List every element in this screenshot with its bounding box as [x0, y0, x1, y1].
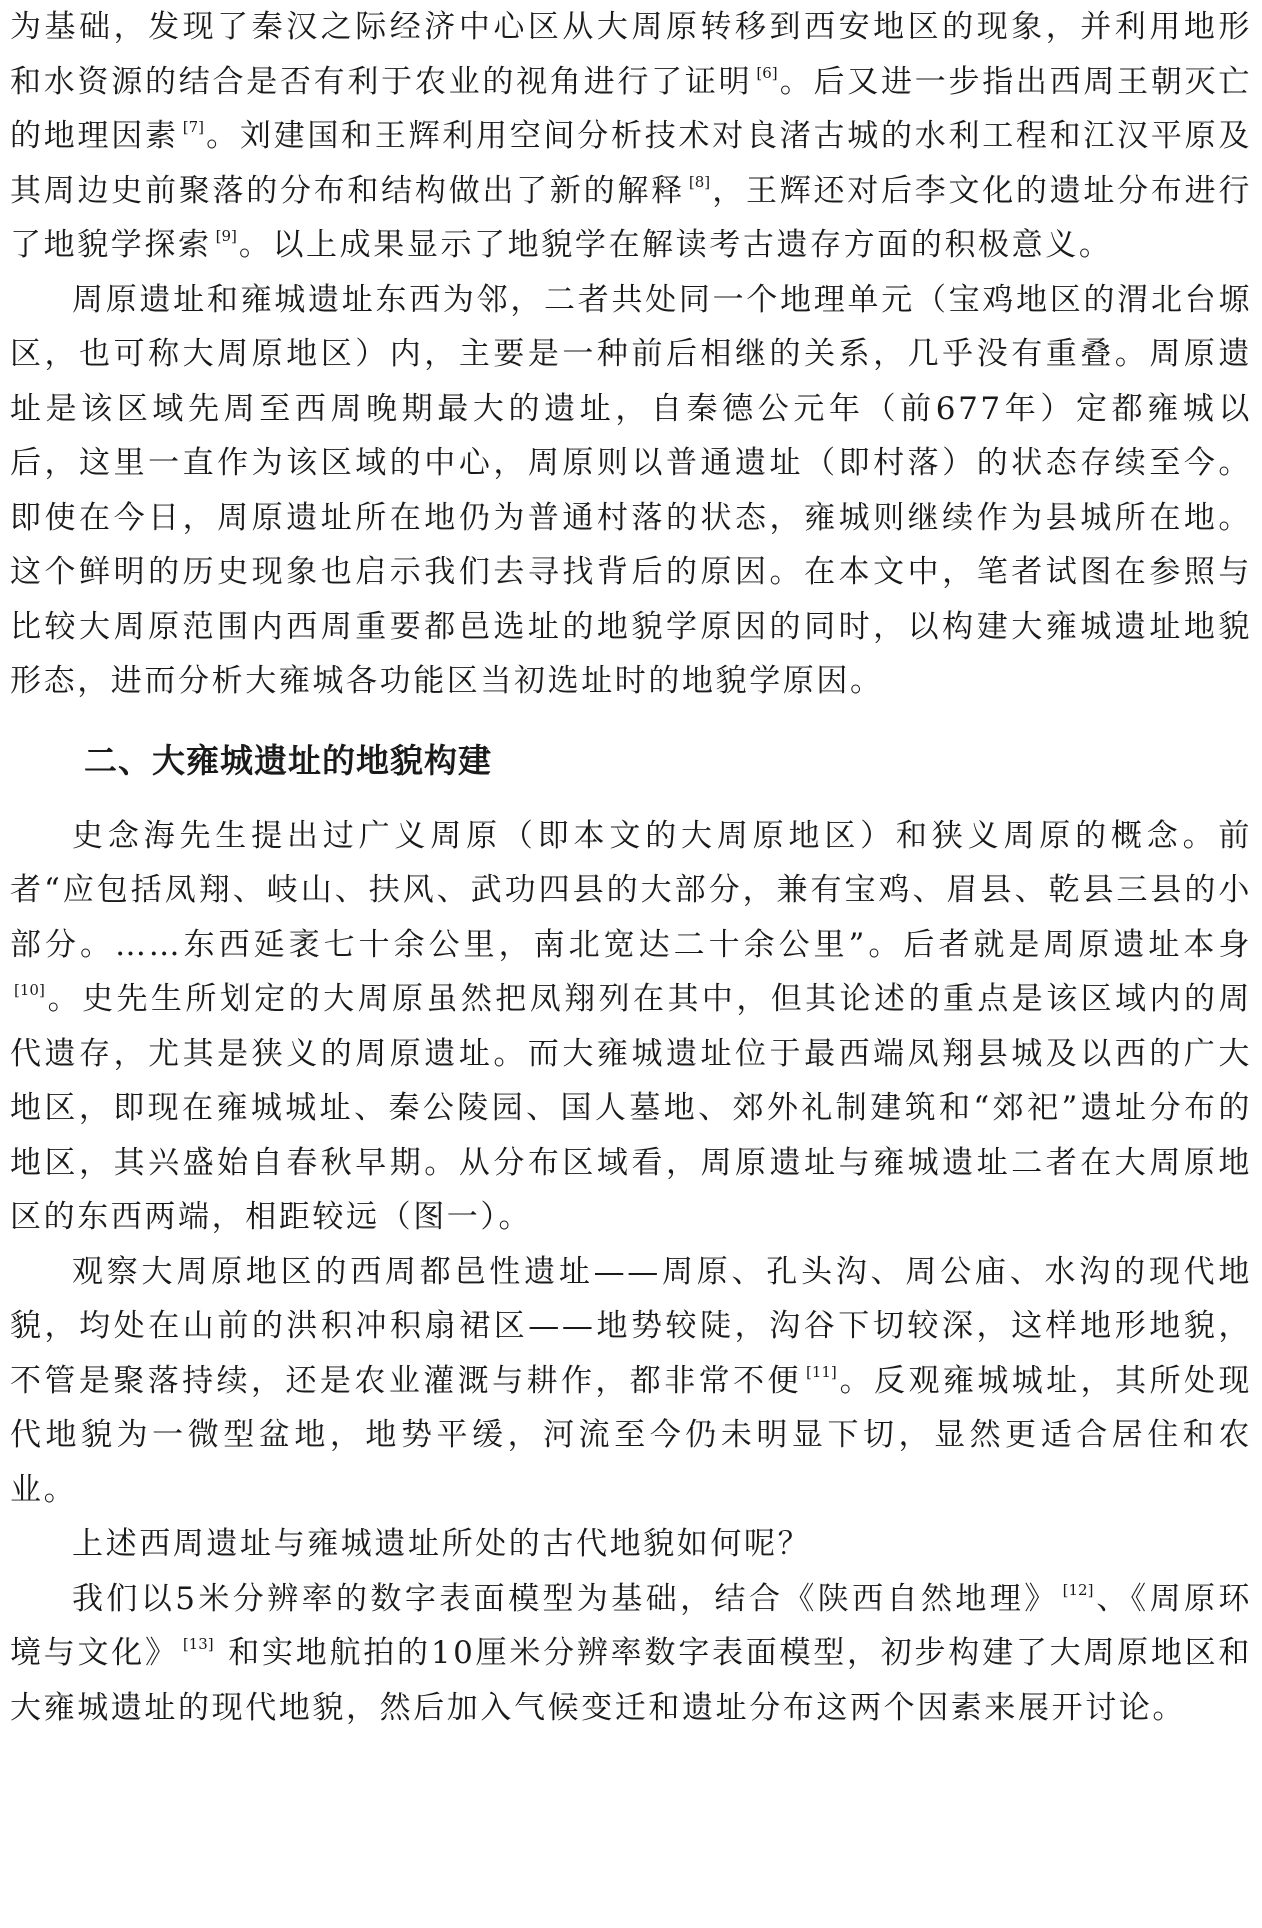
text-run: 我们以5米分辨率的数字表面模型为基础，结合《陕西自然地理》 [72, 1580, 1059, 1617]
section-heading: 二、大雍城遗址的地貌构建 [84, 740, 492, 780]
body-text-before-heading [10, 0, 1252, 709]
text-run: 上述西周遗址与雍城遗址所处的古代地貌如何呢？ [72, 1526, 812, 1562]
body-text-after-heading [10, 809, 1252, 1736]
citation-ref: [9] [215, 227, 237, 245]
citation-ref: [13] [182, 1635, 214, 1653]
text-run: 。反观雍城城址，其所处现代地貌为一微型盆地，地势平缓，河流至今仍未明显下切，显然更适合居住和农业。 [10, 1362, 1252, 1508]
text-run: 周原遗址和雍城遗址东西为邻，二者共处同一个地理单元（宝鸡地区的渭北台塬区，也可称大周原地区）内，主要是一种前后相继的关系，几乎没有重叠。周原遗址是该区域先周至西周晚期最大的遗址，自秦德公元年（前677年）定都雍城以后，这里一直作为该区域的中心，周原则以普通遗址（即村落）的状态存续至今。即使在今日，周原遗址所在地仍为普通村落的状态，雍城则继续作为县城所在地。这个鲜明的历史现象也启示我们去寻找背后的原因。在本文中，笔者试图在参照与比较大周原范围内西周重要都邑选址的地貌学原因的同时，以构建大雍城遗址地貌形态，进而分析大雍城各功能区当初选址时的地貌学原因。 [10, 281, 1252, 699]
citation-ref: [6] [756, 63, 778, 82]
paragraph-p5 [10, 1572, 1252, 1736]
text-run: 。后又进一步指出西周王朝灭亡的地理因素 [10, 63, 1252, 154]
citation-ref: [8] [688, 172, 711, 191]
text-run: 。以上成果显示了地貌学在解读考古遗存方面的积极意义。 [238, 227, 1113, 263]
paragraph-p0 [10, 0, 1252, 273]
paragraph-p2 [10, 809, 1252, 1245]
text-run: 。刘建国和王辉利用空间分析技术对良渚古城的水利工程和江汉平原及其周边史前聚落的分布和结构做出了新的解释 [10, 118, 1252, 209]
citation-ref: [11] [805, 1362, 837, 1381]
text-run: ，王辉还对后李文化的遗址分布进行了地貌学探索 [10, 172, 1252, 263]
text-run: 、《周原环境与文化》 [10, 1580, 1253, 1671]
text-run: 。史先生所划定的大周原虽然把凤翔列在其中，但其论述的重点是该区域内的周代遗存，尤其是狭义的周原遗址。而大雍城遗址位于最西端凤翔县城及以西的广大地区，即现在雍城城址、秦公陵园、国人墓地、郊外礼制建筑和“郊祀”遗址分布的地区，其兴盛始自春秋早期。从分布区域看，周原遗址与雍城遗址二者在大周原地区的东西两端，相距较远（图一）。 [10, 981, 1252, 1235]
paragraph-p1 [10, 273, 1252, 709]
document-page [10, 0, 1252, 1735]
citation-ref: [12] [1062, 1580, 1094, 1599]
citation-ref: [7] [182, 118, 204, 136]
text-run: 为基础，发现了秦汉之际经济中心区从大周原转移到西安地区的现象，并利用地形和水资源的结合是否有利于农业的视角进行了证明 [10, 9, 1252, 100]
paragraph-p3 [10, 1245, 1252, 1518]
text-run: 史念海先生提出过广义周原（即本文的大周原地区）和狭义周原的概念。前者“应包括凤翔、岐山、扶风、武功四县的大部分，兼有宝鸡、眉县、乾县三县的小部分。……东西延袤七十余公里，南北宽达二十余公里”。后者就是周原遗址本身 [10, 817, 1252, 963]
text-run: 和实地航拍的10厘米分辨率数字表面模型，初步构建了大周原地区和大雍城遗址的现代地貌，然后加入气候变迁和遗址分布这两个因素来展开讨论。 [10, 1635, 1253, 1726]
citation-ref: [10] [14, 981, 45, 999]
paragraph-p4 [10, 1517, 1252, 1572]
text-run: 观察大周原地区的西周都邑性遗址——周原、孔头沟、周公庙、水沟的现代地貌，均处在山前的洪积冲积扇裙区——地势较陡，沟谷下切较深，这样地形地貌，不管是聚落持续，还是农业灌溉与耕作，都非常不便 [10, 1253, 1252, 1399]
